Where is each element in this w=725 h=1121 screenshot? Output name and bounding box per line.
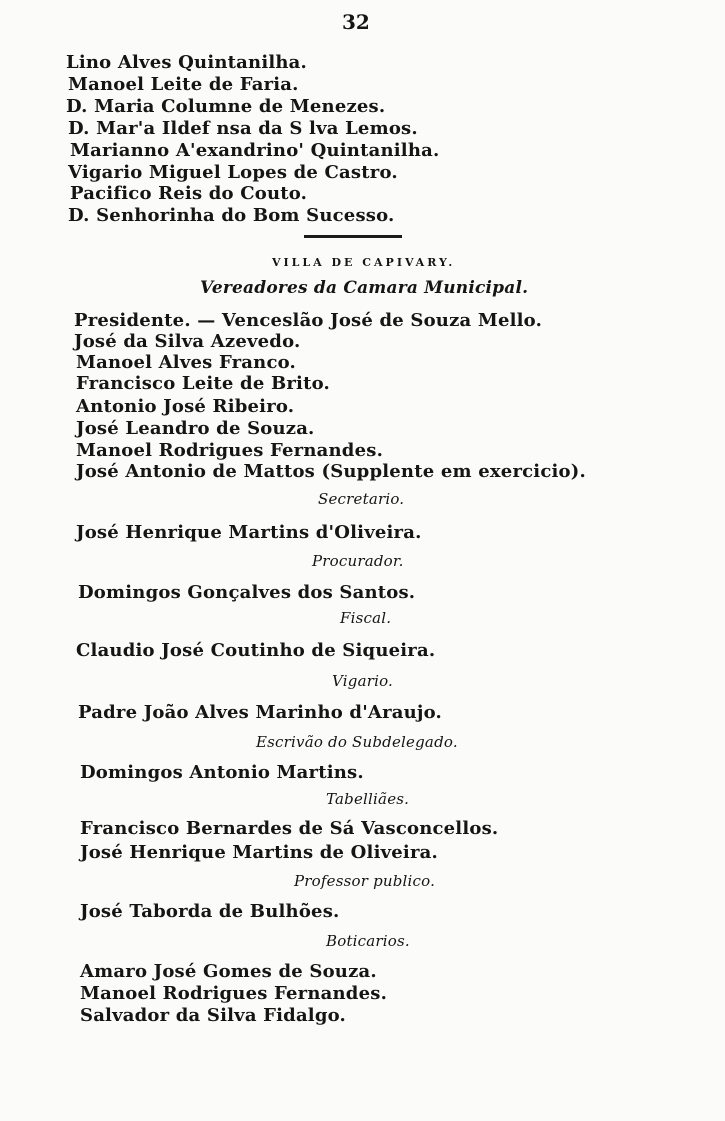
section-name: Francisco Bernardes de Sá Vasconcellos. <box>80 818 499 839</box>
section-title: Procurador. <box>312 552 404 570</box>
intro-name: Marianno A'exandrino' Quintanilha. <box>70 140 440 161</box>
section-title: Boticarios. <box>326 932 410 950</box>
intro-name: Vigario Miguel Lopes de Castro. <box>68 162 398 183</box>
intro-name: D. Senhorinha do Bom Sucesso. <box>68 205 395 226</box>
council-member: José Leandro de Souza. <box>76 418 315 439</box>
council-member: José da Silva Azevedo. <box>74 331 301 352</box>
intro-name: Lino Alves Quintanilha. <box>66 52 308 73</box>
council-member: Francisco Leite de Brito. <box>76 373 330 394</box>
council-member: Presidente. — Venceslão José de Souza Mello. <box>74 310 543 331</box>
section-name: Manoel Rodrigues Fernandes. <box>80 983 388 1004</box>
section-title: Escrivão do Subdelegado. <box>256 733 458 751</box>
council-member: Manoel Alves Franco. <box>76 352 296 373</box>
section-divider <box>304 235 402 238</box>
section-name: Claudio José Coutinho de Siqueira. <box>76 640 436 661</box>
section-title: Secretario. <box>318 490 405 508</box>
council-title: Vereadores da Camara Municipal. <box>200 278 529 298</box>
section-name: José Taborda de Bulhões. <box>80 901 340 922</box>
section-title: Vigario. <box>332 672 394 690</box>
intro-name: D. Maria Columne de Menezes. <box>66 96 386 117</box>
section-title: Fiscal. <box>340 609 392 627</box>
section-name: Amaro José Gomes de Souza. <box>80 961 377 982</box>
section-title: Professor publico. <box>294 872 436 890</box>
council-member: Antonio José Ribeiro. <box>76 396 295 417</box>
section-title: Tabelliães. <box>326 790 410 808</box>
intro-name: D. Mar'a Ildef nsa da S lva Lemos. <box>68 118 418 139</box>
page-number: 32 <box>342 10 370 34</box>
section-name: Domingos Antonio Martins. <box>80 762 364 783</box>
village-title: VILLA DE CAPIVARY. <box>272 256 456 269</box>
section-name: José Henrique Martins de Oliveira. <box>80 842 438 863</box>
council-member: Manoel Rodrigues Fernandes. <box>76 440 384 461</box>
intro-name: Pacifico Reis do Couto. <box>70 183 308 204</box>
section-name: Padre João Alves Marinho d'Araujo. <box>78 702 442 723</box>
intro-name: Manoel Leite de Faria. <box>68 74 299 95</box>
section-name: Domingos Gonçalves dos Santos. <box>78 582 416 603</box>
council-member: José Antonio de Mattos (Supplente em exercicio). <box>76 461 586 482</box>
section-name: Salvador da Silva Fidalgo. <box>80 1005 346 1026</box>
section-name: José Henrique Martins d'Oliveira. <box>76 522 422 543</box>
